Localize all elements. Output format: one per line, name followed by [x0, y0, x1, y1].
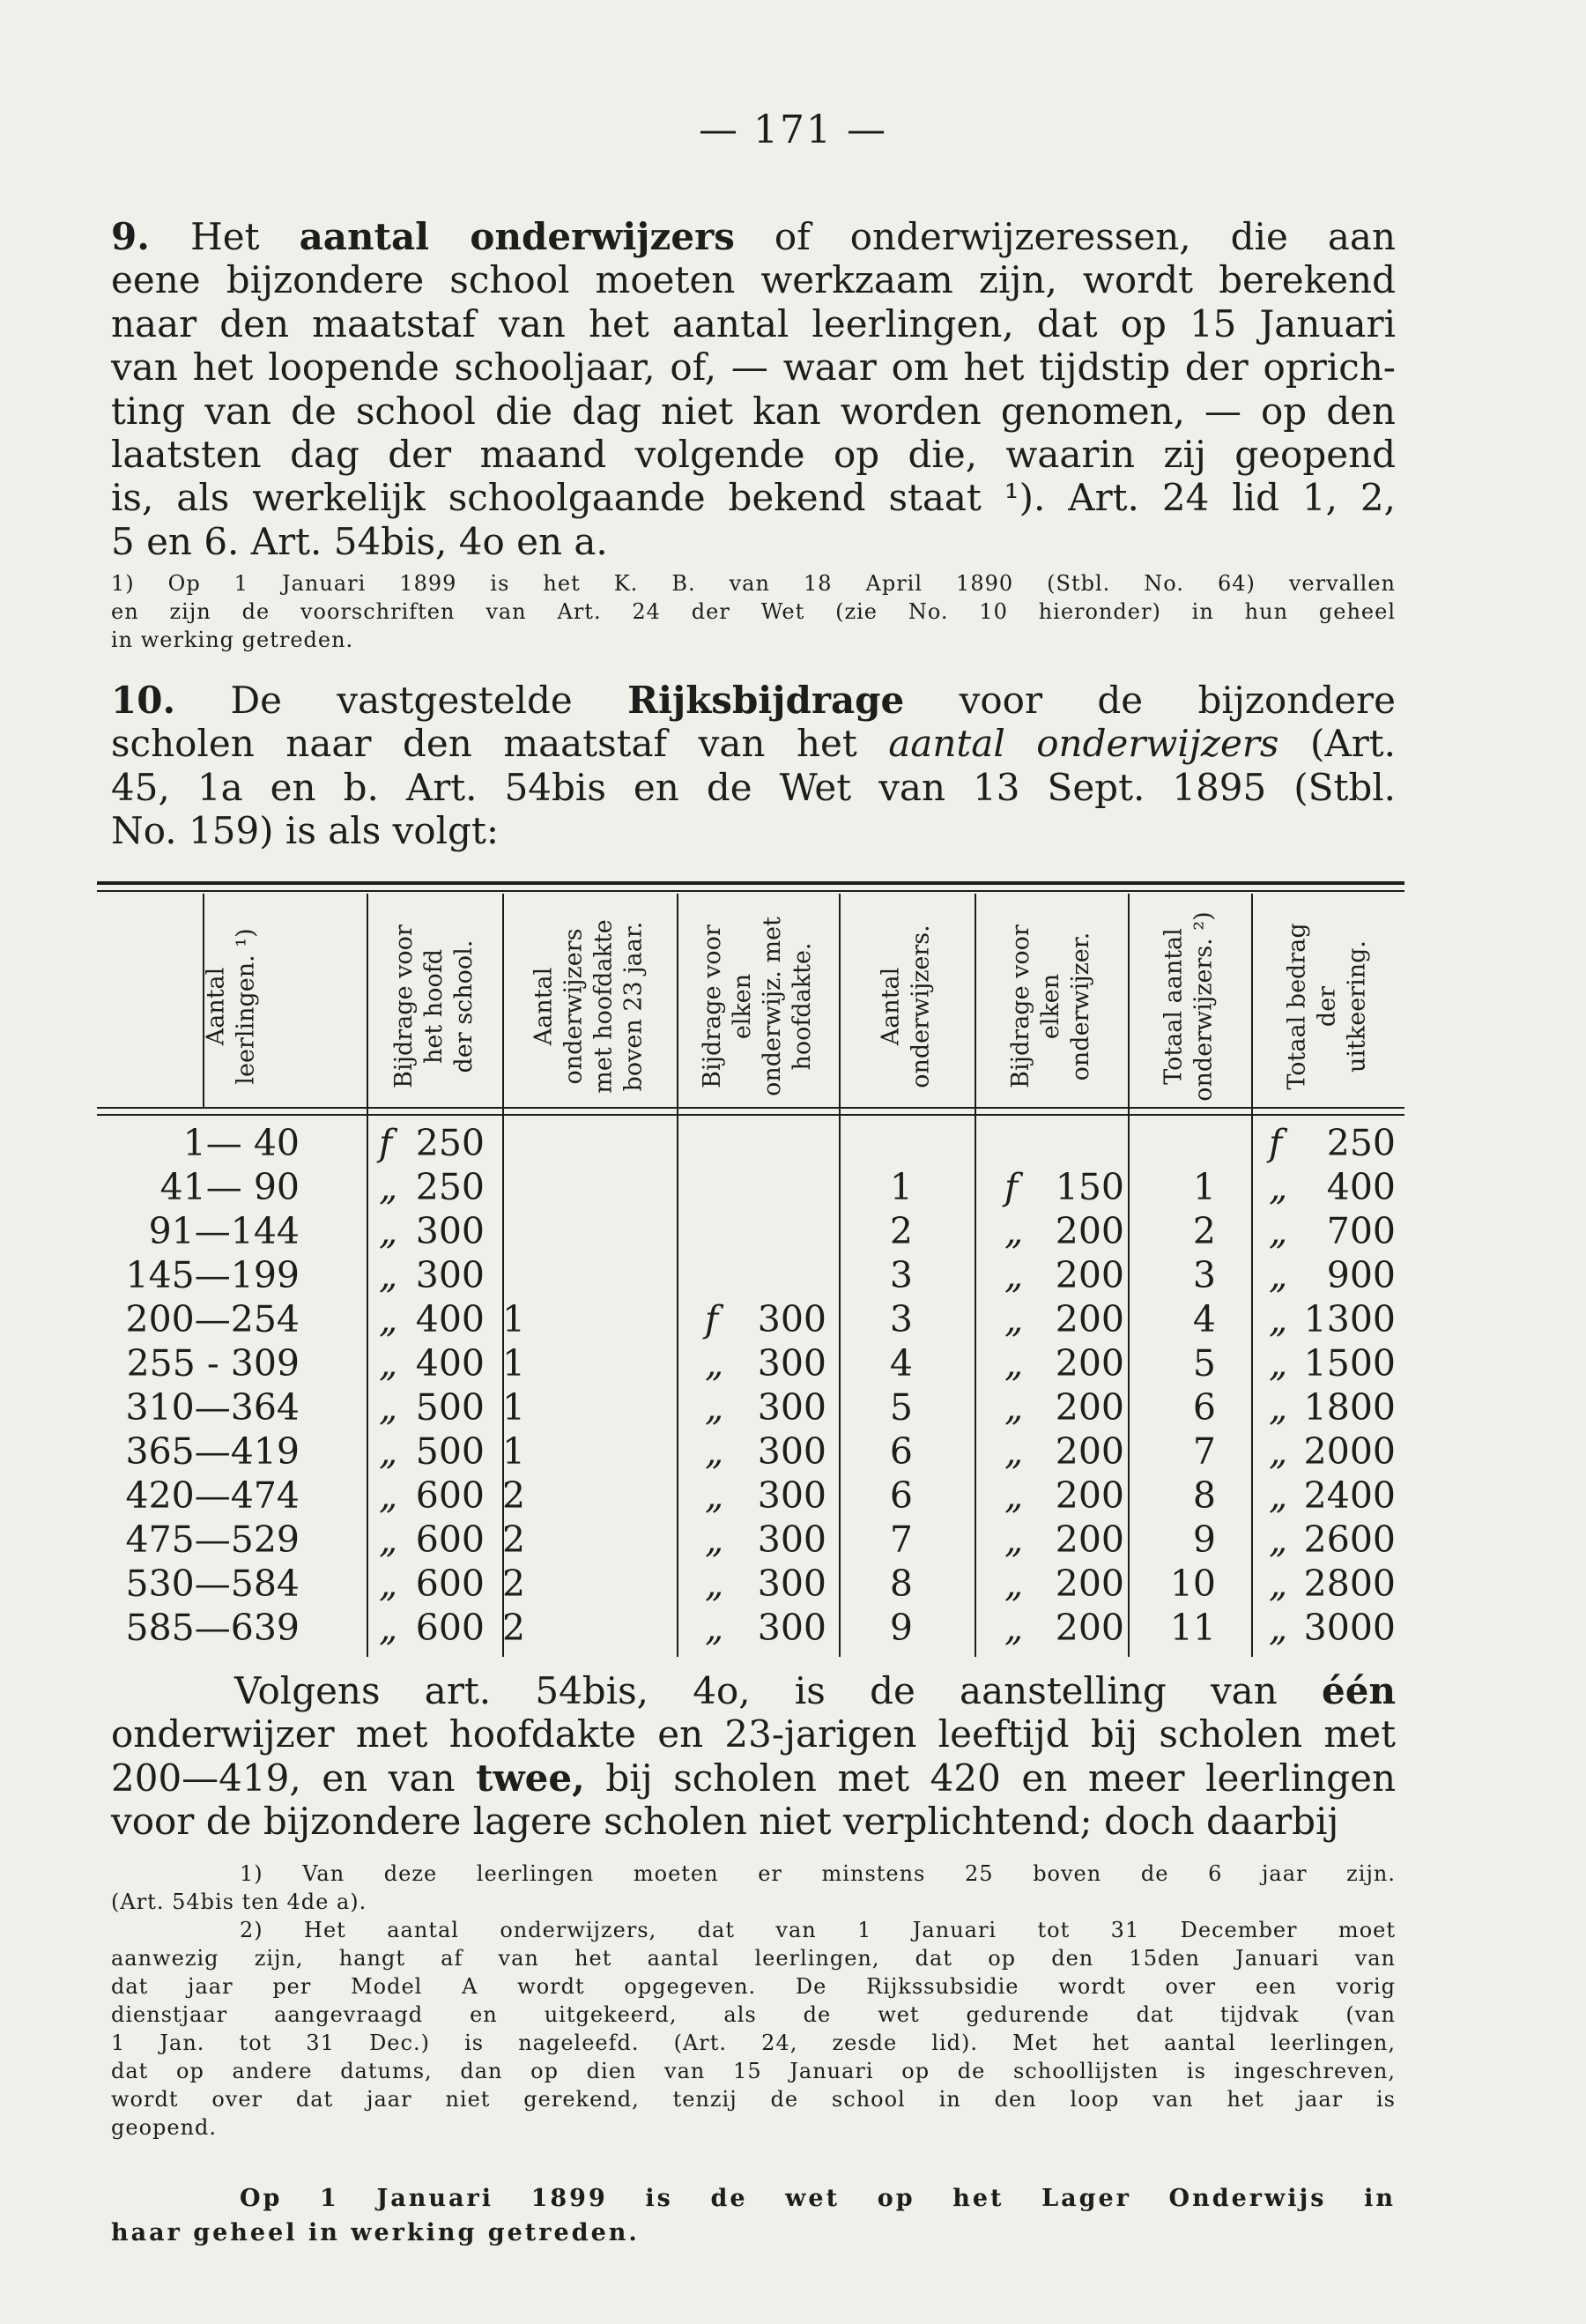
currency-mark: „ [379, 1518, 398, 1561]
cell-bijdrage-hoofd: 600 [415, 1607, 485, 1649]
cell-bijdrage-hoofd: 300 [415, 1254, 485, 1296]
currency-mark: f [1004, 1166, 1019, 1208]
currency-mark: „ [1269, 1474, 1288, 1517]
footnote-section-9 [111, 569, 1396, 654]
cell-bijdrage-onderwijzer: 200 [1055, 1386, 1124, 1429]
table-header-text: het hoofd [420, 949, 448, 1064]
cell-aantal-onderwijzers: 3 [889, 1298, 913, 1340]
section-9-paragraph [111, 215, 1396, 563]
footnote-line: dienstjaar aangevraagd en uitgekeerd, als de wet gedurende dat tijdvak (van [111, 2002, 1396, 2027]
cell-leerlingen: 255 - 309 [126, 1342, 300, 1385]
section-9-line-3: naar den maatstaf van het aantal leerlingen, dat op 15 Januari [111, 301, 1396, 345]
section-9-line-4: van het loopende schooljaar, of, — waar om het tijdstip der oprich- [111, 345, 1396, 390]
bottom-note [111, 2181, 1396, 2250]
currency-mark: „ [1269, 1386, 1288, 1429]
table-header-text: der school. [450, 939, 478, 1073]
currency-mark: „ [1004, 1342, 1024, 1385]
currency-mark: „ [1269, 1166, 1288, 1208]
footnote-line: 1) Van deze leerlingen moeten er minstens 25 boven de 6 jaar zijn. [240, 1861, 1396, 1886]
cell-onderwijzers-hoofdakte: 2 [502, 1607, 526, 1649]
footnote-9-line: en zijn de voorschriften van Art. 24 der Wet (zie No. 10 hieronder) in hun geheel [111, 599, 1396, 624]
cell-aantal-onderwijzers: 2 [889, 1210, 913, 1252]
currency-mark: „ [1004, 1607, 1024, 1649]
cell-onderwijzers-hoofdakte: 1 [502, 1342, 526, 1385]
currency-mark: f [379, 1122, 393, 1164]
cell-aantal-onderwijzers: 6 [889, 1474, 913, 1517]
cell-onderwijzers-hoofdakte: 1 [502, 1386, 526, 1429]
cell-totaal-bedrag: 2600 [1303, 1518, 1396, 1561]
table-header-text: onderwijz. met [759, 917, 787, 1096]
table-header-text: Bijdrage voor [1007, 924, 1034, 1088]
table-header-text: Totaal aantal [1160, 928, 1189, 1085]
currency-mark: „ [1269, 1342, 1288, 1385]
currency-mark: „ [379, 1210, 398, 1252]
cell-totaal-onderwijzers: 11 [1169, 1607, 1216, 1649]
table-header-text: Totaal bedrag [1284, 923, 1312, 1090]
table-header-text: Aantal [878, 967, 906, 1046]
table-header-text: elken [1037, 973, 1064, 1040]
cell-onderwijzers-hoofdakte: 2 [502, 1474, 526, 1517]
cell-onderwijzers-hoofdakte: 2 [502, 1518, 526, 1561]
table-header-text: Bijdrage voor [699, 924, 727, 1088]
cell-bijdrage-onderwijzer: 200 [1055, 1474, 1124, 1517]
cell-leerlingen: 91—144 [148, 1210, 300, 1252]
cell-aantal-onderwijzers: 9 [889, 1607, 913, 1649]
currency-mark: „ [1269, 1563, 1288, 1605]
currency-mark: „ [379, 1254, 398, 1296]
cell-bijdrage-hoofd: 400 [415, 1298, 485, 1340]
section-9-line-6: laatsten dag der maand volgende op die, waarin zij geopend [111, 432, 1396, 476]
section-10-line-3: 45, 1a en b. Art. 54bis en de Wet van 13 Sept. 1895 (Stbl. [111, 765, 1396, 809]
footnote-line: aanwezig zijn, hangt af van het aantal leerlingen, dat op den 15den Januari van [111, 1946, 1396, 1971]
section-9-line-8: 5 en 6. Art. 54bis, 4o en a. [111, 519, 608, 563]
cell-leerlingen: 420—474 [125, 1474, 300, 1517]
table-header-cell [502, 901, 677, 1112]
section-10-line-2: scholen naar den maatstaf van het aantal onderwijzers (Art. [111, 722, 1396, 766]
footnote-line: 2) Het aantal onderwijzers, dat van 1 Januari tot 31 December moet [240, 1918, 1396, 1942]
table-header-cell [1128, 901, 1251, 1112]
currency-mark: „ [705, 1342, 724, 1385]
footnote-line: dat jaar per Model A wordt opgegeven. De Rijkssubsidie wordt over een vorig [111, 1974, 1396, 1999]
cell-bijdrage-hoofdakte: 300 [757, 1298, 826, 1340]
table-header-cell [839, 901, 975, 1112]
footnote-line: dat op andere datums, dan op dien van 15 Januari op de schoollijsten is ingeschreven, [111, 2059, 1396, 2083]
table-header-text: onderwijzers [560, 928, 588, 1085]
cell-leerlingen: 585—639 [125, 1607, 300, 1649]
cell-bijdrage-hoofd: 600 [415, 1563, 485, 1605]
table-header-text: elken [729, 973, 757, 1040]
cell-bijdrage-hoofdakte: 300 [757, 1474, 826, 1517]
table-header-text: Aantal [530, 967, 558, 1046]
cell-bijdrage-onderwijzer: 200 [1055, 1254, 1124, 1296]
after-table-paragraph [111, 1669, 1396, 1844]
cell-bijdrage-hoofdakte: 300 [757, 1563, 826, 1605]
cell-totaal-bedrag: 250 [1326, 1122, 1396, 1164]
table-header-text: leerlingen. ¹) [233, 928, 260, 1085]
cell-bijdrage-onderwijzer: 200 [1055, 1518, 1124, 1561]
cell-totaal-onderwijzers: 3 [1192, 1254, 1216, 1296]
table-header-text: uitkeering. [1344, 940, 1372, 1073]
cell-totaal-bedrag: 1800 [1303, 1386, 1396, 1429]
cell-totaal-onderwijzers: 1 [1192, 1166, 1216, 1208]
table-header-text: boven 23 jaar. [619, 921, 648, 1092]
currency-mark: „ [1269, 1210, 1288, 1252]
currency-mark: „ [1004, 1298, 1024, 1340]
section-9-line-1: 9. Het aantal onderwijzers of onderwijzeressen, die aan [111, 215, 1397, 258]
cell-aantal-onderwijzers: 5 [889, 1386, 913, 1429]
cell-leerlingen: 365—419 [125, 1430, 300, 1473]
currency-mark: „ [1004, 1563, 1024, 1605]
section-10-line-4: No. 159) is als volgt: [111, 809, 499, 853]
table-header-text: hoofdakte. [789, 942, 817, 1071]
bottom-note-line: Op 1 Januari 1899 is de wet op het Lager Onderwijs in [240, 2185, 1396, 2212]
currency-mark: „ [705, 1430, 724, 1473]
currency-mark: „ [1269, 1607, 1288, 1649]
table-header-text: onderwijzers. [908, 924, 936, 1088]
table-header-cell [367, 901, 502, 1112]
cell-aantal-onderwijzers: 3 [889, 1254, 913, 1296]
currency-mark: f [1269, 1122, 1283, 1164]
currency-mark: „ [1004, 1254, 1024, 1296]
cell-totaal-bedrag: 3000 [1303, 1607, 1396, 1649]
footnote-9-line: 1) Op 1 Januari 1899 is het K. B. van 18 April 1890 (Stbl. No. 64) vervallen [111, 571, 1396, 596]
footnote-line: wordt over dat jaar niet gerekend, tenzij de school in den loop van het jaar is [111, 2087, 1396, 2112]
currency-mark: „ [1004, 1518, 1024, 1561]
currency-mark: „ [1269, 1298, 1288, 1340]
table-header-text: der [1314, 985, 1342, 1028]
cell-totaal-bedrag: 900 [1326, 1254, 1396, 1296]
cell-aantal-onderwijzers: 6 [889, 1430, 913, 1473]
table-header-cell [677, 901, 839, 1112]
table-header-rule-2 [97, 1114, 1404, 1116]
currency-mark: „ [705, 1386, 724, 1429]
section-9-line-2: eene bijzondere school moeten werkzaam zijn, wordt berekend [111, 258, 1396, 302]
cell-bijdrage-hoofd: 500 [415, 1386, 485, 1429]
cell-aantal-onderwijzers: 1 [889, 1166, 913, 1208]
cell-totaal-onderwijzers: 7 [1192, 1430, 1216, 1473]
footnote-line: geopend. [111, 2115, 218, 2140]
cell-totaal-bedrag: 2400 [1303, 1474, 1396, 1517]
table-header-text: onderwijzers. ²) [1190, 911, 1219, 1102]
cell-bijdrage-hoofd: 250 [415, 1122, 485, 1164]
cell-bijdrage-hoofdakte: 300 [757, 1607, 826, 1649]
currency-mark: „ [379, 1430, 398, 1473]
footnote-9-line: in werking getreden. [111, 627, 354, 652]
cell-bijdrage-hoofd: 300 [415, 1210, 485, 1252]
currency-mark: „ [1269, 1254, 1288, 1296]
currency-mark: „ [379, 1386, 398, 1429]
cell-bijdrage-onderwijzer: 200 [1055, 1210, 1124, 1252]
cell-bijdrage-onderwijzer: 150 [1055, 1166, 1124, 1208]
cell-totaal-bedrag: 1300 [1303, 1298, 1396, 1340]
currency-mark: „ [379, 1563, 398, 1605]
page-number: — 171 — [699, 108, 887, 152]
cell-aantal-onderwijzers: 8 [889, 1563, 913, 1605]
currency-mark: „ [379, 1607, 398, 1649]
cell-bijdrage-hoofd: 600 [415, 1518, 485, 1561]
currency-mark: „ [379, 1342, 398, 1385]
cell-totaal-onderwijzers: 4 [1192, 1298, 1216, 1340]
cell-leerlingen: 200—254 [125, 1298, 300, 1340]
cell-aantal-onderwijzers: 4 [889, 1342, 913, 1385]
cell-bijdrage-hoofdakte: 300 [757, 1386, 826, 1429]
table-header-text: Bijdrage voor [390, 924, 418, 1088]
currency-mark: „ [705, 1474, 724, 1517]
after-table-line-3: 200—419, en van twee, bij scholen met 420 en meer leerlingen [111, 1756, 1396, 1800]
cell-onderwijzers-hoofdakte: 2 [502, 1563, 526, 1605]
cell-totaal-bedrag: 700 [1326, 1210, 1396, 1252]
bottom-note-line: haar geheel in werking getreden. [111, 2219, 640, 2246]
currency-mark: „ [705, 1563, 724, 1605]
cell-bijdrage-hoofd: 250 [415, 1166, 485, 1208]
after-table-line-4: voor de bijzondere lagere scholen niet verplichtend; doch daarbij [111, 1800, 1339, 1844]
cell-bijdrage-onderwijzer: 200 [1055, 1342, 1124, 1385]
cell-bijdrage-hoofd: 500 [415, 1430, 485, 1473]
cell-bijdrage-hoofd: 600 [415, 1474, 485, 1517]
cell-totaal-bedrag: 1500 [1303, 1342, 1396, 1385]
cell-totaal-onderwijzers: 8 [1192, 1474, 1216, 1517]
section-10-line-1: 10. De vastgestelde Rijksbijdrage voor de bijzondere [111, 679, 1396, 722]
cell-onderwijzers-hoofdakte: 1 [502, 1298, 526, 1340]
currency-mark: „ [705, 1607, 724, 1649]
cell-totaal-onderwijzers: 10 [1169, 1563, 1216, 1605]
cell-leerlingen: 310—364 [125, 1386, 300, 1429]
currency-mark: „ [1269, 1430, 1288, 1473]
cell-bijdrage-hoofdakte: 300 [757, 1430, 826, 1473]
currency-mark: „ [379, 1298, 398, 1340]
cell-leerlingen: 41— 90 [159, 1166, 300, 1208]
cell-leerlingen: 530—584 [125, 1563, 300, 1605]
footnote-line: (Art. 54bis ten 4de a). [111, 1890, 367, 1914]
footnote-line: 1 Jan. tot 31 Dec.) is nageleefd. (Art. 24, zesde lid). Met het aantal leerlingen, [111, 2031, 1396, 2055]
currency-mark: „ [1004, 1210, 1024, 1252]
cell-bijdrage-hoofd: 400 [415, 1342, 485, 1385]
currency-mark: „ [1004, 1430, 1024, 1473]
cell-bijdrage-hoofdakte: 300 [757, 1518, 826, 1561]
cell-leerlingen: 475—529 [125, 1518, 300, 1561]
currency-mark: „ [379, 1166, 398, 1208]
cell-bijdrage-onderwijzer: 200 [1055, 1563, 1124, 1605]
table-header-text: onderwijzer. [1067, 932, 1094, 1081]
currency-mark: „ [379, 1474, 398, 1517]
table-top-rule [97, 881, 1404, 885]
table-header-text: met hoofdakte [589, 919, 618, 1094]
currency-mark: „ [705, 1518, 724, 1561]
table-header-text: Aantal [203, 967, 230, 1046]
cell-totaal-bedrag: 2800 [1303, 1563, 1396, 1605]
cell-leerlingen: 145—199 [125, 1254, 300, 1296]
table-header-cell [97, 901, 367, 1112]
cell-totaal-onderwijzers: 2 [1192, 1210, 1216, 1252]
cell-bijdrage-onderwijzer: 200 [1055, 1607, 1124, 1649]
table-top-rule-2 [97, 890, 1404, 892]
table-header-cell [1251, 901, 1404, 1112]
section-9-line-5: ting van de school die dag niet kan worden genomen, — op den [111, 389, 1396, 433]
cell-leerlingen: 1— 40 [182, 1122, 300, 1164]
section-9-line-7: is, als werkelijk schoolgaande bekend staat ¹). Art. 24 lid 1, 2, [111, 476, 1396, 520]
cell-totaal-bedrag: 400 [1326, 1166, 1396, 1208]
cell-bijdrage-onderwijzer: 200 [1055, 1298, 1124, 1340]
cell-onderwijzers-hoofdakte: 1 [502, 1430, 526, 1473]
table-header-cell [975, 901, 1128, 1112]
cell-bijdrage-hoofdakte: 300 [757, 1342, 826, 1385]
section-10-paragraph [111, 679, 1396, 853]
currency-mark: „ [1004, 1386, 1024, 1429]
cell-totaal-onderwijzers: 5 [1192, 1342, 1216, 1385]
cell-totaal-onderwijzers: 9 [1192, 1518, 1216, 1561]
table-footnotes [111, 1860, 1396, 2142]
cell-bijdrage-onderwijzer: 200 [1055, 1430, 1124, 1473]
currency-mark: „ [1269, 1518, 1288, 1561]
currency-mark: f [705, 1298, 719, 1340]
cell-totaal-bedrag: 2000 [1303, 1430, 1396, 1473]
cell-aantal-onderwijzers: 7 [889, 1518, 913, 1561]
cell-totaal-onderwijzers: 6 [1192, 1386, 1216, 1429]
after-table-line-2: onderwijzer met hoofdakte en 23-jarigen leeftijd bij scholen met [111, 1712, 1396, 1756]
after-table-line-1: Volgens art. 54bis, 4o, is de aanstelling van één [234, 1669, 1396, 1712]
currency-mark: „ [1004, 1474, 1024, 1517]
